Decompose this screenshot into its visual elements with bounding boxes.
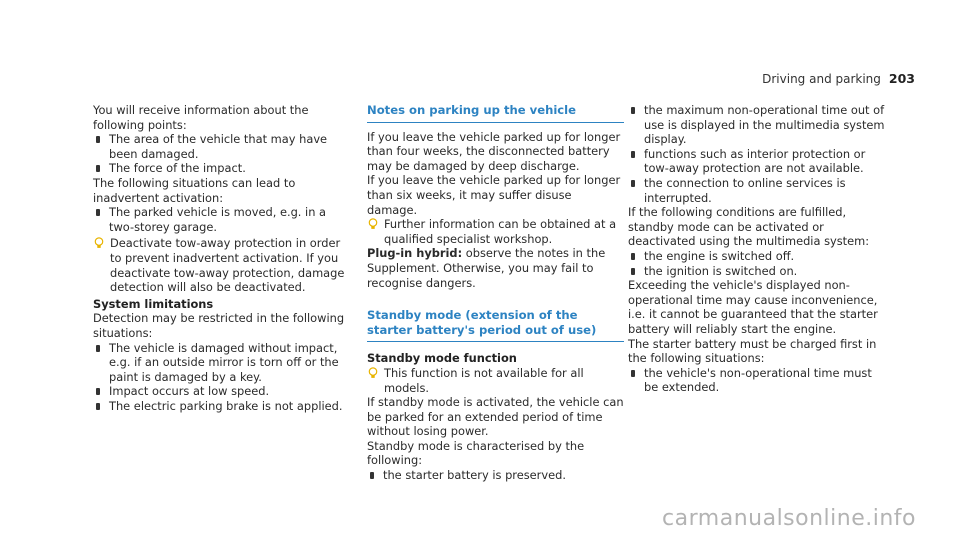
list-item: The force of the impact.	[93, 161, 345, 176]
note-block	[367, 217, 624, 246]
lightbulb-note-icon	[367, 218, 379, 230]
list-item: the connection to online services is interrupted.	[628, 176, 885, 205]
paragraph: If you leave the vehicle parked up for longer than six weeks, it may suffer disuse damage.	[367, 173, 621, 217]
lightbulb-note-icon	[367, 367, 379, 379]
list-item: the ignition is switched on.	[628, 264, 885, 279]
note-block	[93, 236, 345, 294]
page-header	[762, 72, 915, 87]
list-item: functions such as interior protection or tow-away protection are not available.	[628, 147, 885, 176]
paragraph: Exceeding the vehicle's displayed non-operational time may cause inconvenience, i.e. it cannot be guaranteed that the starter battery will reliably start the engine.	[628, 278, 878, 336]
paragraph: Standby mode is characterised by the following:	[367, 438, 585, 468]
standby-function-heading: Standby mode function	[367, 351, 517, 366]
plugin-hybrid-label: Plug-in hybrid:	[367, 246, 463, 261]
list-item: The parked vehicle is moved, e.g. in a two-storey garage.	[93, 205, 345, 234]
column-3	[628, 103, 885, 395]
list-item: The area of the vehicle that may have been damaged.	[93, 132, 345, 161]
paragraph: If the following conditions are fulfilled, standby mode can be activated or deactivated using the multimedia system:	[628, 205, 870, 249]
note-text: Deactivate tow-away protection in order to prevent inadvertent activation. If you deactivate tow-away protection, damage detection will also be deactivated.	[110, 236, 345, 295]
bullet-list	[628, 366, 885, 395]
parking-up-heading: Notes on parking up the vehicle	[367, 103, 624, 123]
note-block	[367, 366, 624, 395]
column-2	[367, 103, 624, 483]
bullet-list	[93, 132, 345, 176]
paragraph: If you leave the vehicle parked up for longer than four weeks, the disconnected battery may be damaged by deep discharge.	[367, 129, 621, 173]
list-item: The electric parking brake is not applied.	[93, 399, 345, 414]
situations-text: The following situations can lead to inadvertent activation:	[93, 175, 296, 205]
bullet-list	[628, 103, 885, 205]
paragraph: If standby mode is activated, the vehicle can be parked for an extended period of time without losing power.	[367, 395, 624, 439]
plugin-hybrid-text	[367, 246, 624, 290]
plugin-hybrid-body: observe the notes in the Supplement. Otherwise, you may fail to recognise dangers.	[367, 246, 606, 290]
list-item: The vehicle is damaged without impact, e.g. if an outside mirror is torn off or the paint is damaged by a key.	[93, 341, 345, 385]
lightbulb-note-icon	[93, 237, 105, 249]
section-title: Driving and parking	[762, 72, 881, 86]
system-limitations-heading: System limitations	[93, 296, 214, 311]
limitations-text: Detection may be restricted in the following situations:	[93, 311, 345, 340]
watermark: carmanualsonline.info	[662, 506, 916, 532]
list-item: the engine is switched off.	[628, 249, 885, 264]
bullet-list	[367, 468, 624, 483]
note-text: This function is not available for all models.	[384, 365, 584, 395]
list-item: the starter battery is preserved.	[367, 468, 624, 483]
list-item: the vehicle's non-operational time must be extended.	[628, 366, 885, 395]
paragraph: The starter battery must be charged first in the following situations:	[628, 336, 877, 366]
list-item: Impact occurs at low speed.	[93, 384, 345, 399]
bullet-list	[93, 341, 345, 414]
column-1	[93, 103, 345, 413]
bullet-list	[628, 249, 885, 278]
standby-mode-heading: Standby mode (extension of the starter battery's period out of use)	[367, 308, 624, 342]
page-number: 203	[888, 71, 915, 86]
note-text: Further information can be obtained at a qualified specialist workshop.	[384, 217, 617, 246]
list-item: the maximum non-operational time out of use is displayed in the multimedia system display.	[628, 103, 885, 147]
bullet-list	[93, 205, 345, 234]
intro-text: You will receive information about the following points:	[93, 103, 309, 132]
